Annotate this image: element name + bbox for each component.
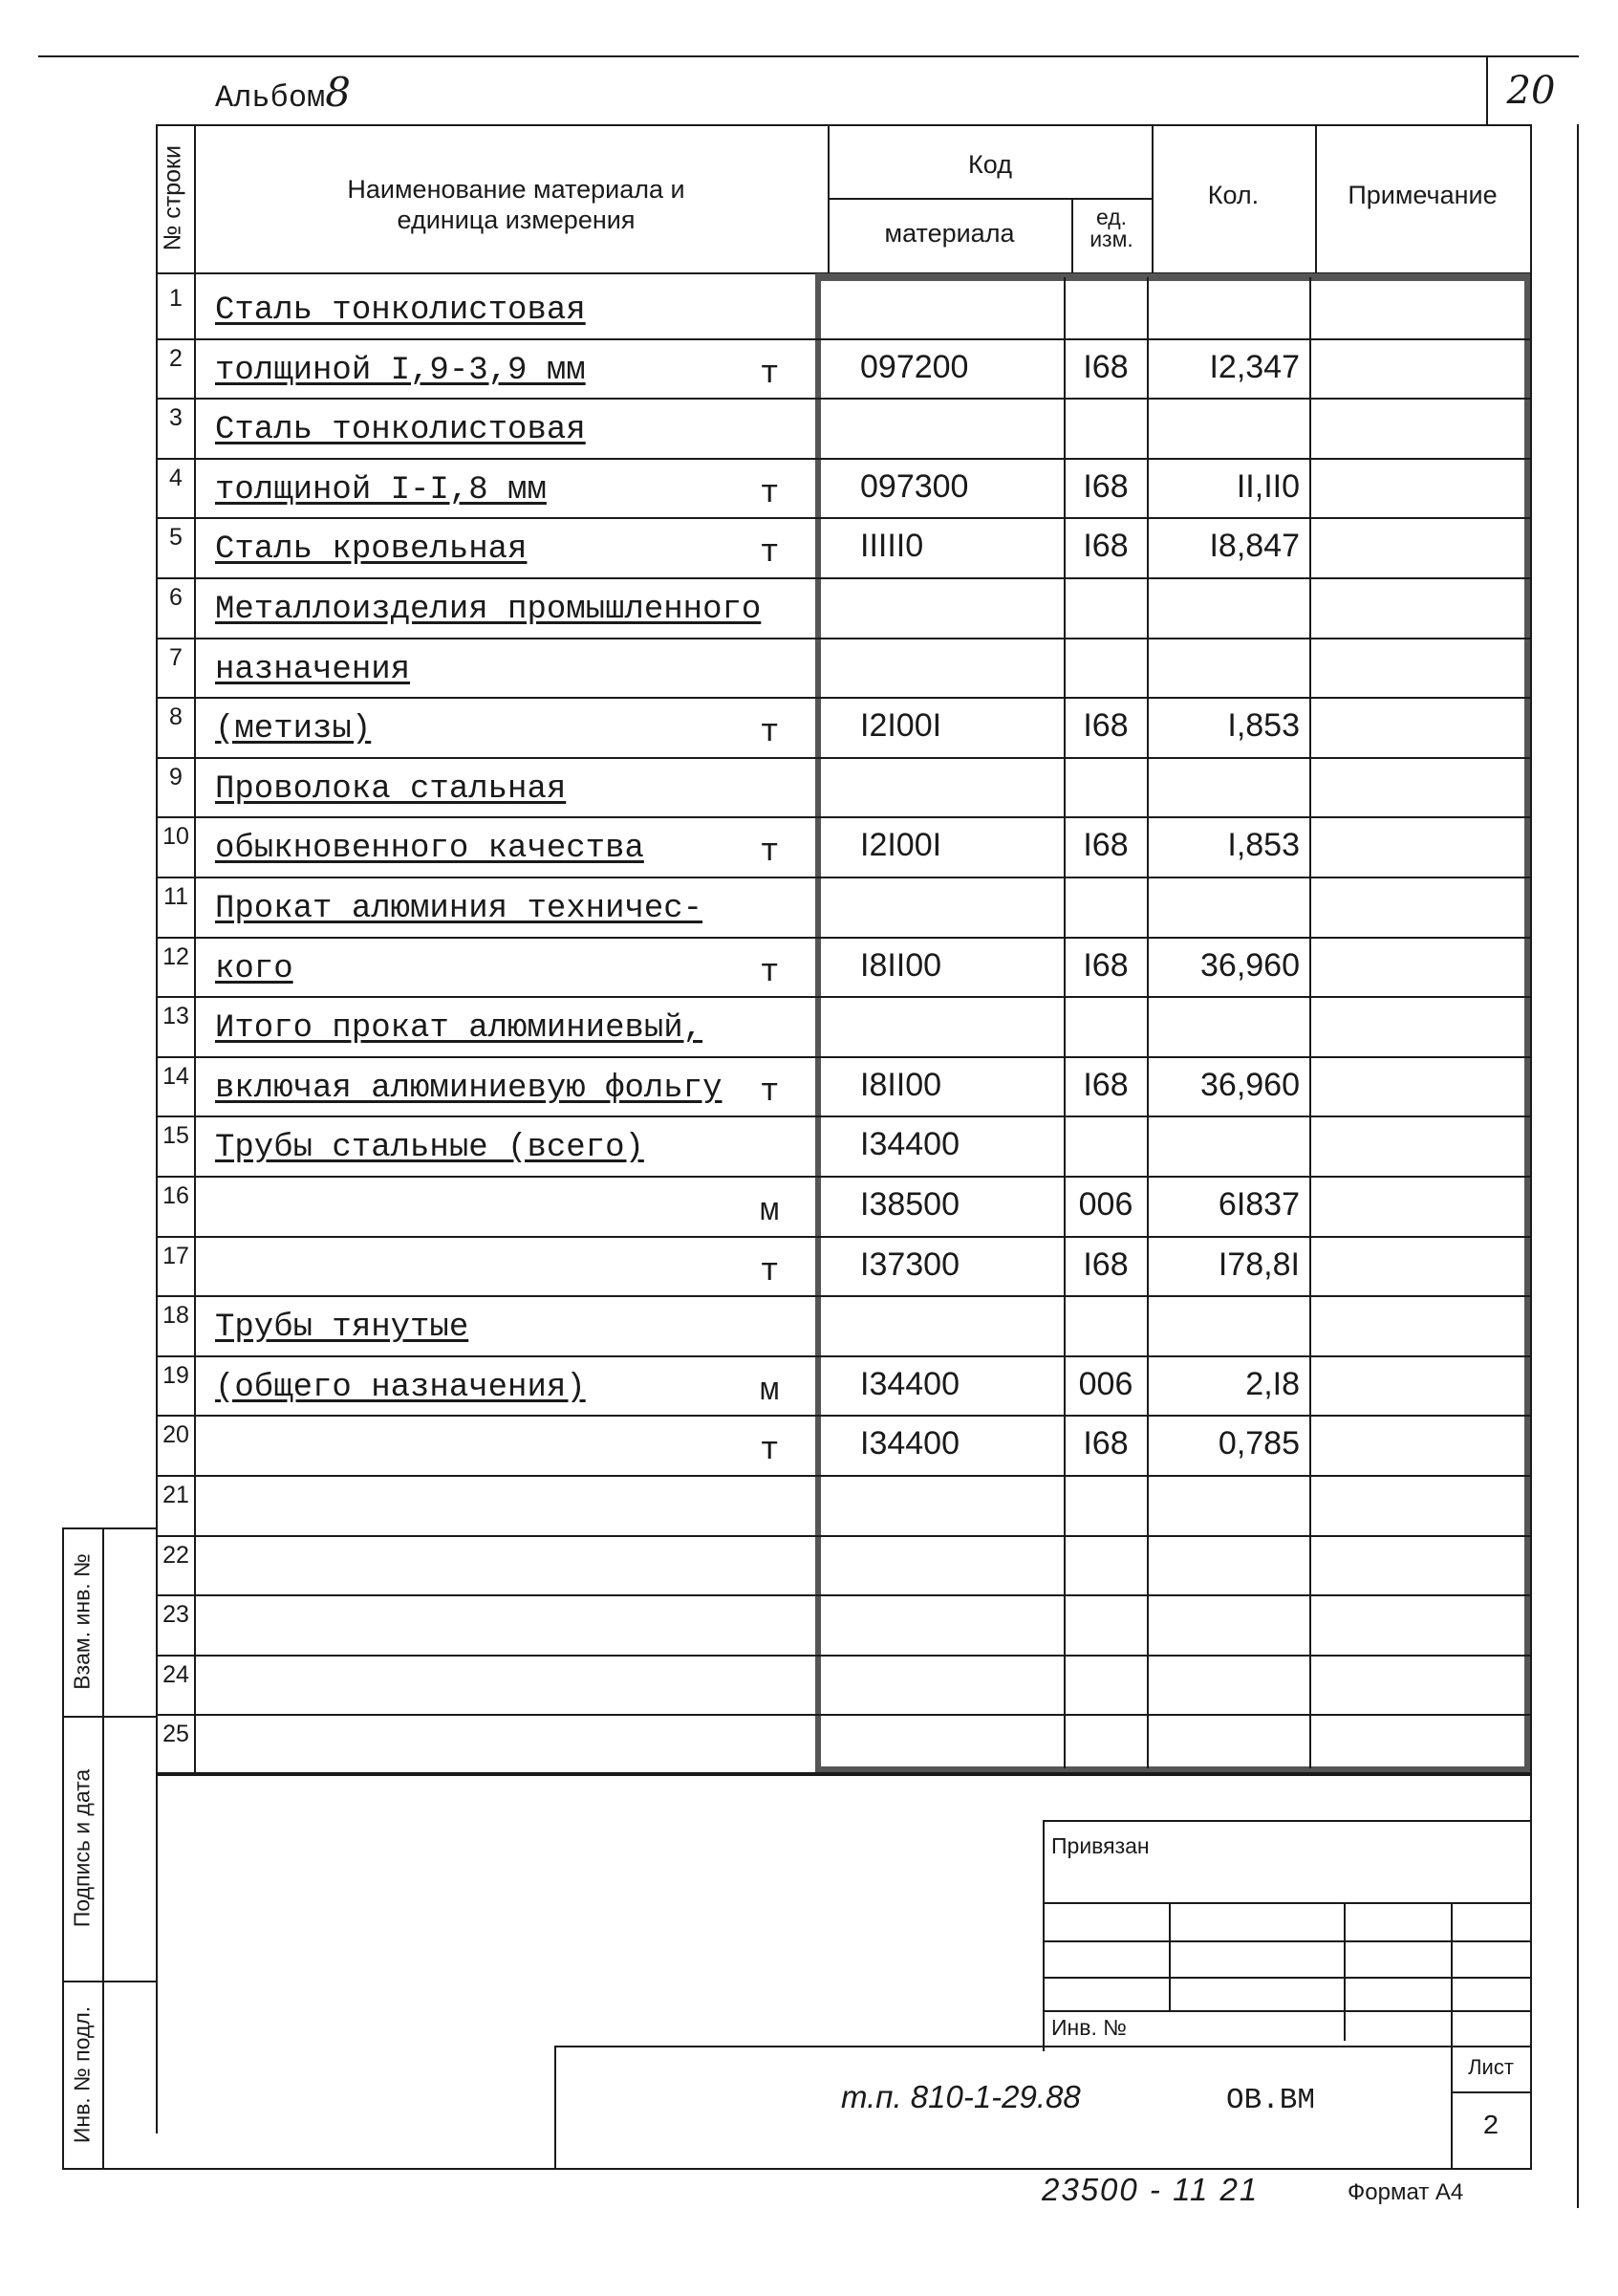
unit-letter: т bbox=[760, 1433, 780, 1470]
unit-letter: т bbox=[760, 356, 780, 393]
row-number: 15 bbox=[162, 1122, 189, 1150]
row-line bbox=[156, 697, 1532, 699]
row-line bbox=[156, 877, 1532, 878]
unit-code: I68 bbox=[1083, 946, 1129, 984]
code-sub-divider bbox=[828, 198, 1153, 200]
material-name: (метизы) bbox=[215, 711, 372, 748]
row-line bbox=[156, 517, 1532, 519]
priv-row1 bbox=[1043, 1902, 1532, 1904]
row-line bbox=[156, 1116, 1532, 1117]
material-name: (общего назначения) bbox=[215, 1369, 586, 1406]
privyazan-label: Привязан bbox=[1051, 1833, 1150, 1858]
sheet-number: 2 bbox=[1482, 2111, 1499, 2142]
top-border bbox=[38, 55, 1579, 57]
row-number: 2 bbox=[169, 344, 183, 372]
material-name: Итого прокат алюминиевый, bbox=[215, 1010, 703, 1048]
material-code: I37300 bbox=[860, 1245, 960, 1283]
quantity: I,853 bbox=[1227, 707, 1300, 745]
row-line bbox=[156, 1355, 1532, 1357]
priv-row3 bbox=[1043, 1977, 1532, 1979]
sheet-label: Лист bbox=[1468, 2055, 1514, 2079]
quantity: 0,785 bbox=[1218, 1425, 1300, 1462]
stamp-number: 23500 - 11 21 bbox=[1042, 2172, 1260, 2207]
row-line bbox=[156, 1535, 1532, 1537]
header-row-no: № строки bbox=[159, 145, 186, 251]
header-code-unit-line2: изм. bbox=[1089, 227, 1133, 251]
row-line bbox=[156, 1475, 1532, 1477]
priv-left bbox=[1043, 1820, 1045, 2051]
priv-col1 bbox=[1169, 1902, 1171, 2010]
header-code-unit bbox=[1071, 206, 1152, 250]
unit-letter: м bbox=[760, 1373, 780, 1410]
unit-code: I68 bbox=[1083, 1066, 1129, 1103]
row-number: 1 bbox=[169, 285, 183, 312]
row-line bbox=[156, 1056, 1532, 1058]
row-number: 21 bbox=[162, 1482, 189, 1508]
unit-letter: т bbox=[760, 954, 780, 991]
material-name: Прокат алюминия техничес- bbox=[215, 891, 703, 927]
col-div-unit bbox=[1064, 277, 1066, 1768]
header-qty: Кол. bbox=[1207, 181, 1260, 209]
material-code: I34400 bbox=[860, 1126, 960, 1163]
side-label-inv-podl: Инв. № подл. bbox=[69, 2005, 95, 2144]
row-number: 9 bbox=[169, 763, 183, 791]
frame-right bbox=[1530, 124, 1532, 2170]
quantity: 6I837 bbox=[1218, 1186, 1300, 1223]
quantity: I,853 bbox=[1227, 827, 1300, 864]
frame-left bbox=[156, 124, 158, 2134]
header-name bbox=[248, 174, 784, 236]
unit-letter: т bbox=[760, 535, 780, 573]
unit-code: I68 bbox=[1083, 467, 1129, 505]
header-code: Код bbox=[968, 150, 1012, 179]
row-line bbox=[156, 1655, 1532, 1657]
unit-code: I68 bbox=[1083, 348, 1129, 385]
material-name: назначения bbox=[215, 651, 411, 688]
row-number: 6 bbox=[169, 584, 183, 611]
row-line bbox=[156, 638, 1532, 639]
unit-letter: т bbox=[760, 715, 780, 752]
material-name: толщиной I-I,8 мм bbox=[215, 471, 547, 509]
album-number: 8 bbox=[325, 69, 351, 116]
row-line bbox=[156, 458, 1532, 460]
header-name-line2: единица измерения bbox=[397, 206, 636, 235]
header-note: Примечание bbox=[1348, 181, 1498, 209]
col-div-qty bbox=[1147, 277, 1149, 1768]
row-number: 7 bbox=[169, 643, 183, 671]
col-div-note bbox=[1309, 277, 1311, 1768]
frame-top bbox=[156, 124, 1532, 126]
quantity: I2,347 bbox=[1209, 348, 1300, 385]
row-number: 5 bbox=[169, 524, 183, 552]
row-number: 3 bbox=[169, 404, 183, 432]
row-line bbox=[156, 338, 1532, 340]
side-stamp-inner bbox=[102, 1527, 104, 2170]
row-number: 20 bbox=[162, 1421, 189, 1449]
material-code: I2I00I bbox=[860, 707, 942, 745]
row-line bbox=[156, 937, 1532, 939]
row-line bbox=[156, 1236, 1532, 1238]
material-name: Сталь тонколистовая bbox=[215, 292, 586, 329]
material-code: 097200 bbox=[860, 348, 969, 385]
material-name: обыкновенного качества bbox=[215, 831, 644, 868]
row-line bbox=[156, 1415, 1532, 1417]
row-line bbox=[156, 1176, 1532, 1178]
material-name: Проволока стальная bbox=[215, 770, 567, 808]
inv-no-label: Инв. № bbox=[1051, 2015, 1127, 2040]
row-number: 16 bbox=[162, 1182, 189, 1209]
header-code-material: материала bbox=[884, 219, 1015, 248]
priv-top bbox=[1043, 1820, 1532, 1822]
unit-letter: т bbox=[760, 1253, 780, 1290]
unit-code: 006 bbox=[1078, 1365, 1133, 1402]
unit-code: I68 bbox=[1083, 1425, 1129, 1462]
row-number: 10 bbox=[162, 823, 189, 851]
album-label: Альбом bbox=[215, 80, 326, 116]
col-div-num bbox=[194, 124, 196, 1773]
material-code: I8II00 bbox=[860, 946, 942, 984]
quantity: 2,I8 bbox=[1245, 1365, 1300, 1402]
unit-code: I68 bbox=[1083, 707, 1129, 745]
row-line bbox=[156, 577, 1532, 579]
unit-code: I68 bbox=[1083, 827, 1129, 864]
material-name: Металлоизделия промышленного bbox=[215, 592, 762, 628]
material-name: Трубы тянутые bbox=[215, 1310, 469, 1347]
row-number: 22 bbox=[162, 1541, 189, 1569]
row-number: 18 bbox=[162, 1302, 189, 1330]
material-name: включая алюминиевую фольгу bbox=[215, 1070, 723, 1107]
material-code: I2I00I bbox=[860, 827, 942, 864]
row-line bbox=[156, 757, 1532, 759]
row-number: 24 bbox=[162, 1660, 189, 1688]
unit-code: 006 bbox=[1078, 1186, 1133, 1223]
row-number: 19 bbox=[162, 1361, 189, 1389]
row-number: 12 bbox=[162, 942, 189, 970]
table-bottom bbox=[156, 1772, 1532, 1774]
quantity: 36,960 bbox=[1200, 1066, 1300, 1103]
material-name: толщиной I,9-3,9 мм bbox=[215, 352, 586, 389]
doc-mark: ОВ.ВМ bbox=[1226, 2084, 1316, 2117]
row-number: 25 bbox=[162, 1721, 189, 1748]
material-code: I34400 bbox=[860, 1365, 960, 1402]
row-number: 11 bbox=[163, 883, 188, 910]
material-name: кого bbox=[215, 950, 293, 987]
doc-code: т.п. 810-1-29.88 bbox=[841, 2079, 1081, 2114]
unit-code: I68 bbox=[1083, 1245, 1129, 1283]
priv-row4 bbox=[1043, 2010, 1532, 2012]
material-name: Сталь кровельная bbox=[215, 531, 528, 569]
unit-letter: т bbox=[760, 834, 780, 872]
material-code: 097300 bbox=[860, 467, 969, 505]
unit-letter: м bbox=[760, 1194, 780, 1230]
priv-col2 bbox=[1344, 1902, 1346, 2041]
row-line bbox=[156, 816, 1532, 818]
header-code-unit-line1: ед. bbox=[1095, 205, 1128, 229]
row-line bbox=[156, 1295, 1532, 1297]
side-label-vzam: Взам. инв. № bbox=[69, 1553, 95, 1690]
row-line bbox=[156, 1774, 1532, 1776]
row-number: 23 bbox=[162, 1601, 189, 1629]
priv-row2 bbox=[1043, 1940, 1532, 1942]
material-code: I34400 bbox=[860, 1425, 960, 1462]
quantity: 36,960 bbox=[1200, 946, 1300, 984]
quantity: I78,8I bbox=[1218, 1245, 1300, 1283]
row-line bbox=[156, 1594, 1532, 1596]
row-line bbox=[156, 1714, 1532, 1716]
header-name-line1: Наименование материала и bbox=[347, 175, 685, 204]
side-stamp-outer bbox=[62, 1527, 64, 2170]
row-number: 13 bbox=[162, 1003, 189, 1030]
row-number: 4 bbox=[169, 464, 183, 491]
material-name: Трубы стальные (всего) bbox=[215, 1130, 644, 1167]
unit-code: I68 bbox=[1083, 528, 1129, 565]
row-number: 14 bbox=[162, 1062, 189, 1090]
material-name: Сталь тонколистовая bbox=[215, 412, 586, 449]
quantity: II,II0 bbox=[1236, 467, 1300, 505]
unit-letter: т bbox=[760, 475, 780, 512]
row-line bbox=[156, 996, 1532, 998]
title-left bbox=[554, 2046, 556, 2170]
page-number: 20 bbox=[1486, 57, 1574, 124]
material-code: I8II00 bbox=[860, 1066, 942, 1103]
quantity: I8,847 bbox=[1209, 528, 1300, 565]
row-line bbox=[156, 398, 1532, 400]
sheet-divider bbox=[1451, 2091, 1531, 2093]
page-right-edge bbox=[1577, 124, 1579, 2208]
side-label-podpis: Подпись и дата bbox=[69, 1768, 95, 1928]
material-code: I38500 bbox=[860, 1186, 960, 1223]
unit-letter: т bbox=[760, 1073, 780, 1111]
format-label: Формат А4 bbox=[1348, 2179, 1464, 2205]
album-title bbox=[215, 69, 351, 116]
bottom-border bbox=[62, 2168, 1532, 2170]
row-number: 17 bbox=[162, 1242, 189, 1269]
title-top bbox=[554, 2046, 1531, 2047]
row-number: 8 bbox=[169, 704, 183, 731]
material-code: IIIII0 bbox=[860, 528, 924, 565]
